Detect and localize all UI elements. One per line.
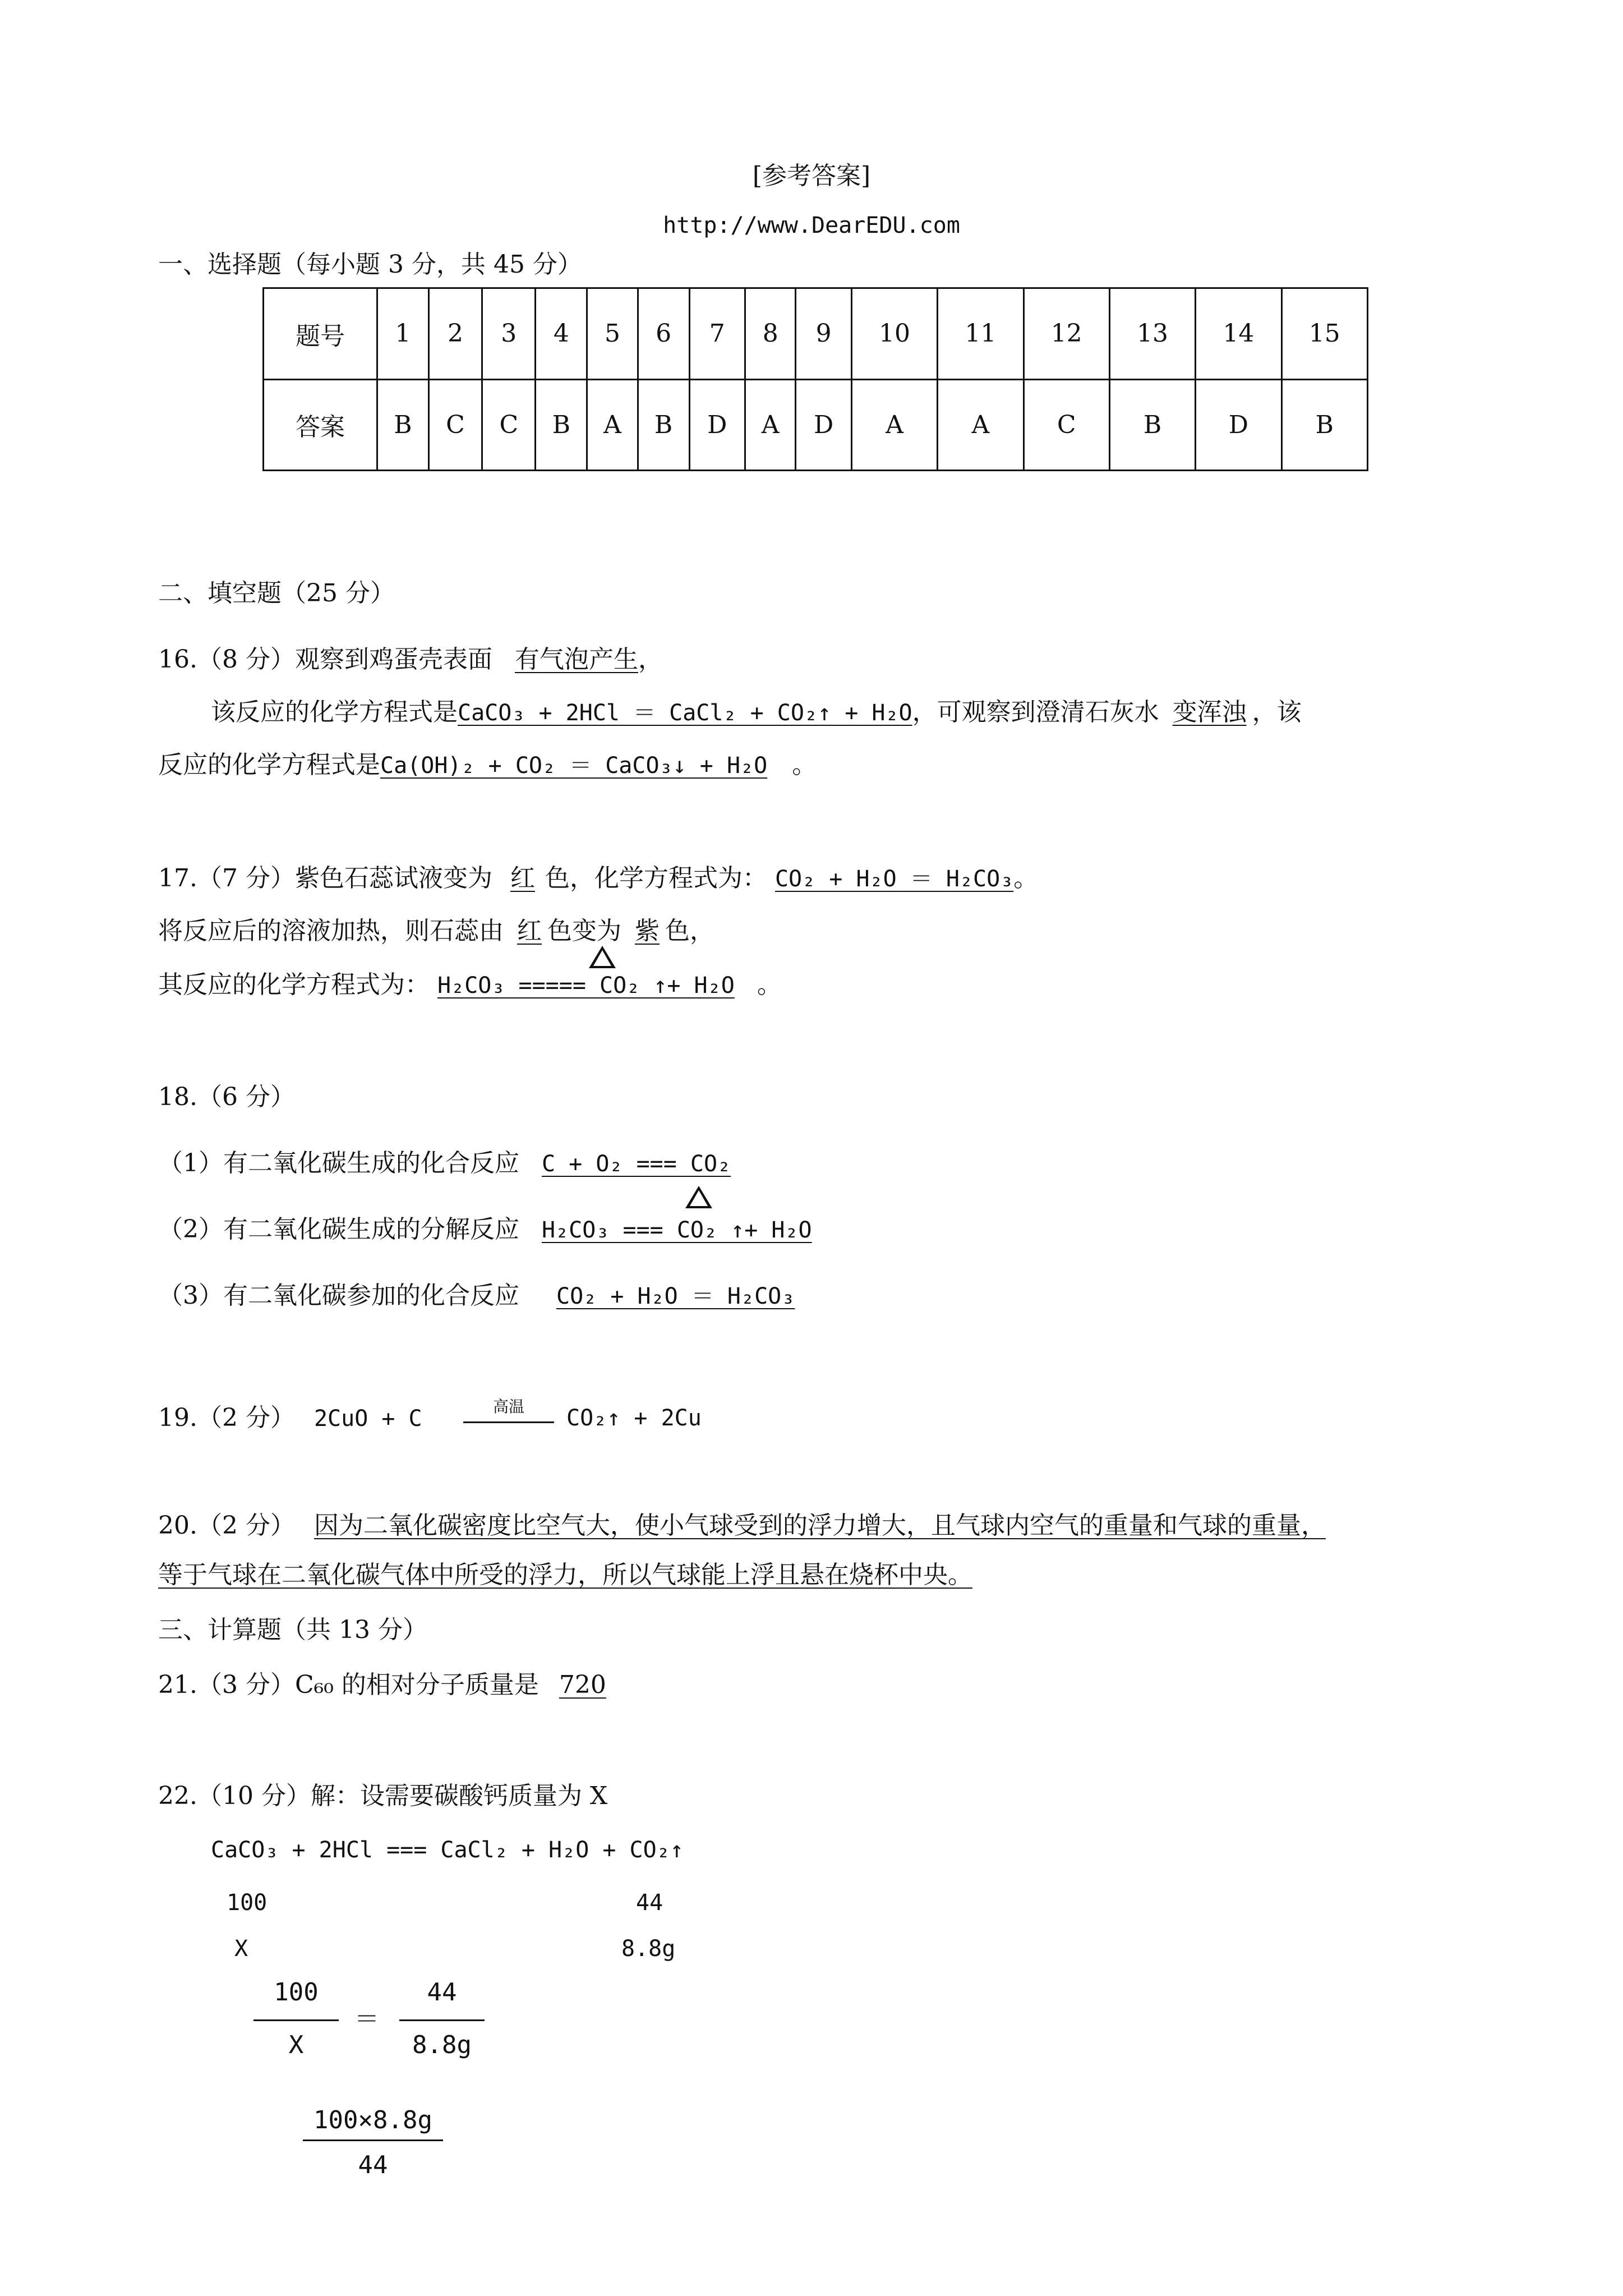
q16-equation1: CaCO₃ + 2HCl ＝ CaCl₂ + CO₂↑ + H₂O <box>458 700 912 726</box>
table-cell: B <box>536 379 587 471</box>
table-cell: D <box>796 379 851 471</box>
table-cell: D <box>689 379 745 471</box>
q19-condition <box>463 1399 554 1423</box>
q22-equation: CaCO₃ + 2HCl === CaCl₂ + H₂O + CO₂↑ <box>211 1837 684 1863</box>
table-cell: 12 <box>1023 288 1109 380</box>
q22-fraction1 <box>253 1978 339 2062</box>
q18-equation1: C + O₂ === CO₂ <box>542 1151 731 1177</box>
q19-lhs: 2CuO + C <box>313 1406 422 1432</box>
q17-text: 17.（7 分）紫色石蕊试液变为 <box>158 864 492 892</box>
q17-text: 。 <box>757 970 782 999</box>
answer-table <box>262 287 1368 471</box>
section2-heading: 二、填空题（25 分） <box>158 579 395 608</box>
q20-answer-line1: 因为二氧化碳密度比空气大，使小气球受到的浮力增大，且气球内空气的重量和气球的重量， <box>313 1511 1326 1540</box>
table-cell: B <box>1281 379 1367 471</box>
q16-text: 反应的化学方程式是 <box>158 751 380 779</box>
q17-equation1: CO₂ + H₂O ＝ H₂CO₃ <box>774 866 1014 892</box>
heat-triangle-icon <box>589 946 616 970</box>
q18-heading: 18.（6 分） <box>158 1083 295 1111</box>
table-cell: 14 <box>1196 288 1281 380</box>
table-cell: 15 <box>1281 288 1367 380</box>
q16-text: ，该 <box>1252 698 1302 726</box>
table-cell: 8 <box>745 288 796 380</box>
q19-label: 19.（2 分） <box>158 1404 295 1432</box>
q18-equation2: H₂CO₃ === CO₂ ↑+ H₂O <box>542 1217 812 1243</box>
q22-mass-co2: 44 <box>636 1890 663 1916</box>
q18-item-label: （2）有二氧化碳生成的分解反应 <box>158 1215 519 1244</box>
fraction-denominator: 44 <box>358 2151 388 2179</box>
table-cell: 3 <box>482 288 536 380</box>
q20-line1 <box>158 1510 1326 1542</box>
q16-line3 <box>158 749 817 781</box>
answer-title: [参考答案] <box>752 162 871 190</box>
table-cell: B <box>638 379 689 471</box>
q18-equation3: CO₂ + H₂O ＝ H₂CO₃ <box>556 1283 795 1309</box>
q18-item2 <box>158 1214 812 1246</box>
table-cell: A <box>938 379 1023 471</box>
fraction-bar <box>253 2019 339 2021</box>
table-cell: B <box>1109 379 1195 471</box>
q18-item1 <box>158 1148 731 1180</box>
q17-text: 色变为 <box>547 917 621 945</box>
q17-text: 。 <box>1013 864 1039 892</box>
q17-text: 将反应后的溶液加热，则石蕊由 <box>158 917 504 945</box>
heat-triangle-icon <box>685 1186 712 1211</box>
q17-answer2: 红 <box>517 917 542 945</box>
q22-fraction3 <box>303 2106 443 2190</box>
q22-var-co2: 8.8g <box>621 1936 676 1962</box>
q20-label: 20.（2 分） <box>158 1511 295 1540</box>
q22-fraction2 <box>399 1978 485 2062</box>
q21-text: 21.（3 分）C₆₀ 的相对分子质量是 <box>158 1671 539 1699</box>
table-cell: 5 <box>587 288 638 380</box>
section1-heading: 一、选择题（每小题 3 分，共 45 分） <box>158 250 582 279</box>
fraction-denominator: 8.8g <box>412 2031 472 2059</box>
q16-answer1: 有气泡产生 <box>514 645 638 674</box>
fraction-numerator: 44 <box>427 1978 457 2007</box>
section3-heading: 三、计算题（共 13 分） <box>158 1616 427 1644</box>
q17-text: 色， <box>665 917 714 945</box>
q17-line3 <box>158 969 782 1001</box>
table-cell: A <box>587 379 638 471</box>
table-cell: 13 <box>1109 288 1195 380</box>
fraction-numerator: 100 <box>274 1978 319 2007</box>
q16-text: 16.（8 分）观察到鸡蛋壳表面 <box>158 645 492 674</box>
table-row <box>264 379 1368 471</box>
q19-condition-text: 高温 <box>492 1397 524 1416</box>
source-url: http://www.DearEDU.com <box>663 213 960 238</box>
q21-line <box>158 1669 606 1701</box>
q18-item3 <box>158 1280 795 1312</box>
table-cell: C <box>428 379 482 471</box>
q22-line1: 22.（10 分）解：设需要碳酸钙质量为 X <box>158 1782 608 1810</box>
table-cell: 7 <box>689 288 745 380</box>
q19-rhs: CO₂↑ + 2Cu <box>566 1405 702 1431</box>
table-cell: 10 <box>851 288 937 380</box>
q19-line <box>158 1402 422 1434</box>
table-cell: C <box>1023 379 1109 471</box>
table-cell: C <box>482 379 536 471</box>
table-cell: D <box>1196 379 1281 471</box>
q16-line2 <box>211 697 1302 729</box>
q16-text: 。 <box>792 751 817 779</box>
table-cell: 9 <box>796 288 851 380</box>
q16-line1: 16.（8 分）观察到鸡蛋壳表面 有气泡产生， <box>158 645 663 674</box>
q22-equals: ＝ <box>354 2005 379 2033</box>
q17-line1 <box>158 863 1038 895</box>
table-label-answer: 答案 <box>264 379 377 471</box>
q16-text: ，可观察到澄清石灰水 <box>912 698 1159 726</box>
q17-text: 其反应的化学方程式为： <box>158 970 430 999</box>
table-cell: A <box>745 379 796 471</box>
fraction-numerator: 100×8.8g <box>313 2106 432 2134</box>
q18-item-label: （3）有二氧化碳参加的化合反应 <box>158 1281 519 1310</box>
q16-equation2: Ca(OH)₂ + CO₂ ＝ CaCO₃↓ + H₂O <box>380 753 768 779</box>
q16-answer2: 变浑浊 <box>1172 698 1247 726</box>
table-cell: 2 <box>428 288 482 380</box>
q17-equation2: H₂CO₃ ===== CO₂ ↑+ H₂O <box>437 973 735 999</box>
fraction-bar <box>303 2139 443 2141</box>
table-cell: B <box>377 379 429 471</box>
q16-text: 该反应的化学方程式是 <box>211 698 458 726</box>
table-cell: 6 <box>638 288 689 380</box>
q22-mass-caco3: 100 <box>227 1890 268 1916</box>
q17-answer1: 红 <box>510 864 535 892</box>
q17-answer3: 紫 <box>635 917 660 945</box>
fraction-bar <box>399 2019 485 2021</box>
q20-answer-line2: 等于气球在二氧化碳气体中所受的浮力，所以气球能上浮且悬在烧杯中央。 <box>158 1561 972 1589</box>
q18-item-label: （1）有二氧化碳生成的化合反应 <box>158 1149 519 1177</box>
table-cell: 4 <box>536 288 587 380</box>
table-cell: 1 <box>377 288 429 380</box>
table-row <box>264 288 1368 380</box>
q17-line2 <box>158 915 714 947</box>
q21-answer: 720 <box>559 1671 606 1699</box>
table-cell: A <box>851 379 937 471</box>
fraction-denominator: X <box>288 2031 304 2059</box>
q22-var-x: X <box>234 1936 248 1962</box>
table-label-number: 题号 <box>264 288 377 380</box>
table-cell: 11 <box>938 288 1023 380</box>
q17-text: 色，化学方程式为： <box>545 864 767 892</box>
